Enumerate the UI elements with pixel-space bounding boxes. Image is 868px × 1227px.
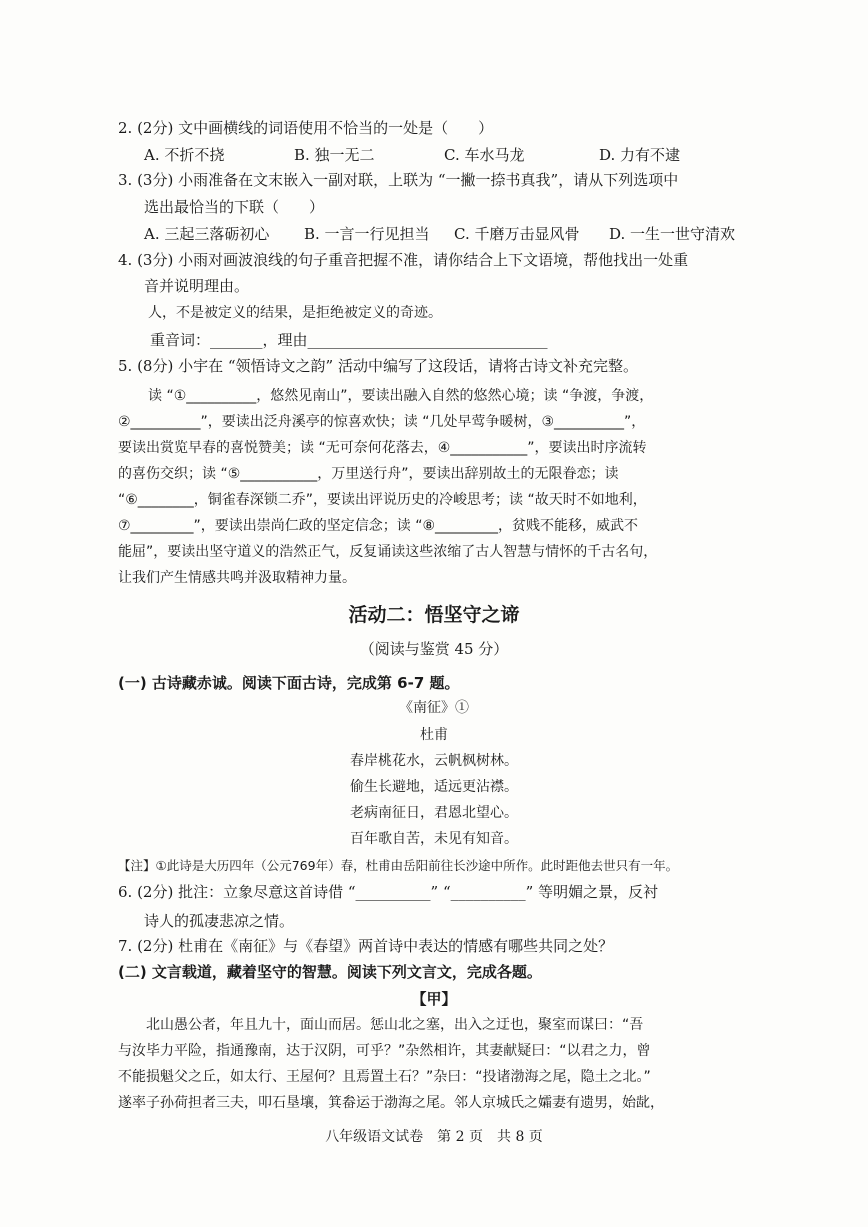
- option-c: C. 车水马龙: [444, 146, 525, 164]
- option-a: A. 不折不挠: [144, 146, 225, 164]
- question-4-answer-line: 重音词：_______，理由________________________________: [150, 331, 548, 349]
- poem-line: 老病南征日，君恩北望心。: [350, 805, 518, 821]
- question-5-stem: 5. (8分) 小宇在 “领悟诗文之韵” 活动中编写了这段话，请将古诗文补充完整。: [118, 357, 638, 375]
- passage-line: 要读出赏览早春的喜悦赞美；读 “无可奈何花落去，④___________”，要读出时序流转: [118, 440, 647, 456]
- question-3-stem-line1: 3. (3分) 小雨准备在文末嵌入一副对联，上联为 “一撇一捺书真我”，请从下列选项中: [118, 171, 679, 189]
- option-d: D. 一生一世守清欢: [609, 225, 736, 243]
- passage-line: “⑥________，铜雀春深锁二乔”，要读出评说历史的冷峻思考；读 “故天时不如地利，: [118, 492, 647, 508]
- poem-line: 偷生长避地，适远更沾襟。: [350, 779, 518, 795]
- classical-passage: [118, 1012, 764, 1116]
- option-d: D. 力有不逮: [599, 146, 681, 164]
- passage-line: 遂率子孙荷担者三夫，叩石垦壤，箕畚运于渤海之尾。邻人京城氏之孀妻有遗男，始龀，: [118, 1095, 664, 1111]
- activity-2-title: 活动二：悟坚守之谛: [348, 604, 520, 626]
- passage-a-label: 【甲】: [411, 990, 457, 1008]
- question-7: 7. (2分) 杜甫在《南征》与《春望》两首诗中表达的情感有哪些共同之处？: [118, 937, 614, 955]
- question-5-passage: [118, 383, 764, 591]
- section-1-heading: (一) 古诗藏赤诚。阅读下面古诗，完成第 6-7 题。: [118, 674, 460, 692]
- passage-line: 让我们产生情感共鸣并汲取精神力量。: [118, 570, 356, 586]
- passage-line: 能屈”，要读出坚守道义的浩然正气，反复诵读这些浓缩了古人智慧与情怀的千古名句，: [118, 544, 658, 560]
- question-2-options: [118, 145, 758, 166]
- question-6-line1: 6. (2分) 批注：立象尽意这首诗借 “__________” “__________” 等明媚之景，反衬: [118, 883, 659, 901]
- poem-author: 杜甫: [420, 727, 448, 743]
- question-6: [118, 882, 758, 932]
- activity-2-subtitle: （阅读与鉴赏 45 分）: [359, 640, 509, 658]
- passage-line: ②__________”，要读出泛舟溪亭的惊喜欢快；读 “几处早莺争暖树，③__________”，: [118, 414, 646, 430]
- question-3: [118, 170, 758, 245]
- option-b: B. 独一无二: [294, 146, 375, 164]
- poem-line: 春岸桃花水，云帆枫树林。: [350, 753, 518, 769]
- passage-line: 北山愚公者，年且九十，面山而居。惩山北之塞，出入之迂也，聚室而谋曰：“吾: [146, 1017, 644, 1033]
- passage-line: 不能损魁父之丘，如太行、王屋何？且焉置土石？”杂曰：“投诸渤海之尾，隐土之北。”: [118, 1069, 651, 1085]
- question-4-sentence: 人，不是被定义的结果，是拒绝被定义的奇迹。: [148, 305, 442, 321]
- question-3-stem-line2: 选出最恰当的下联（ ）: [144, 198, 325, 216]
- question-4-stem-line2: 音并说明理由。: [144, 277, 250, 295]
- passage-line: 的喜伤交织；读 “⑤___________，万里送行舟”，要读出辞别故土的无限眷恋；读: [118, 466, 619, 482]
- section-2-heading: (二) 文言载道，藏着坚守的智慧。阅读下列文言文，完成各题。: [118, 963, 542, 981]
- passage-line: 读 “①__________，悠然见南山”，要读出融入自然的悠然心境；读 “争渡，争渡，: [148, 388, 654, 404]
- poem-note: 【注】①此诗是大历四年（公元769年）春，杜甫由岳阳前往长沙途中所作。此时距他去世只有一年。: [118, 858, 679, 873]
- poem-title: 《南征》①: [399, 700, 469, 716]
- option-a: A. 三起三落砺初心: [144, 225, 270, 243]
- question-6-line2: 诗人的孤凄悲凉之情。: [144, 912, 295, 930]
- option-b: B. 一言一行见担当: [304, 225, 430, 243]
- passage-line: 与汝毕力平险，指通豫南，达于汉阴，可乎？”杂然相许，其妻献疑曰：“以君之力，曾: [118, 1043, 651, 1059]
- poem-body: [0, 748, 868, 852]
- question-4-stem-line1: 4. (3分) 小雨对画波浪线的句子重音把握不准，请你结合上下文语境，帮他找出一处重: [118, 251, 689, 269]
- question-2: [118, 118, 758, 166]
- page-footer: 八年级语文试卷 第 2 页 共 8 页: [325, 1129, 543, 1145]
- question-3-options: [118, 224, 758, 245]
- question-4: [118, 250, 758, 351]
- option-c: C. 千磨万击显风骨: [454, 225, 580, 243]
- poem-line: 百年歌自苦，未见有知音。: [350, 831, 518, 847]
- question-2-stem: 2. (2分) 文中画横线的词语使用不恰当的一处是（ ）: [118, 119, 494, 137]
- passage-line: ⑦_________”，要读出崇尚仁政的坚定信念；读 “⑧_________，贫贱不能移，威武不: [118, 518, 639, 534]
